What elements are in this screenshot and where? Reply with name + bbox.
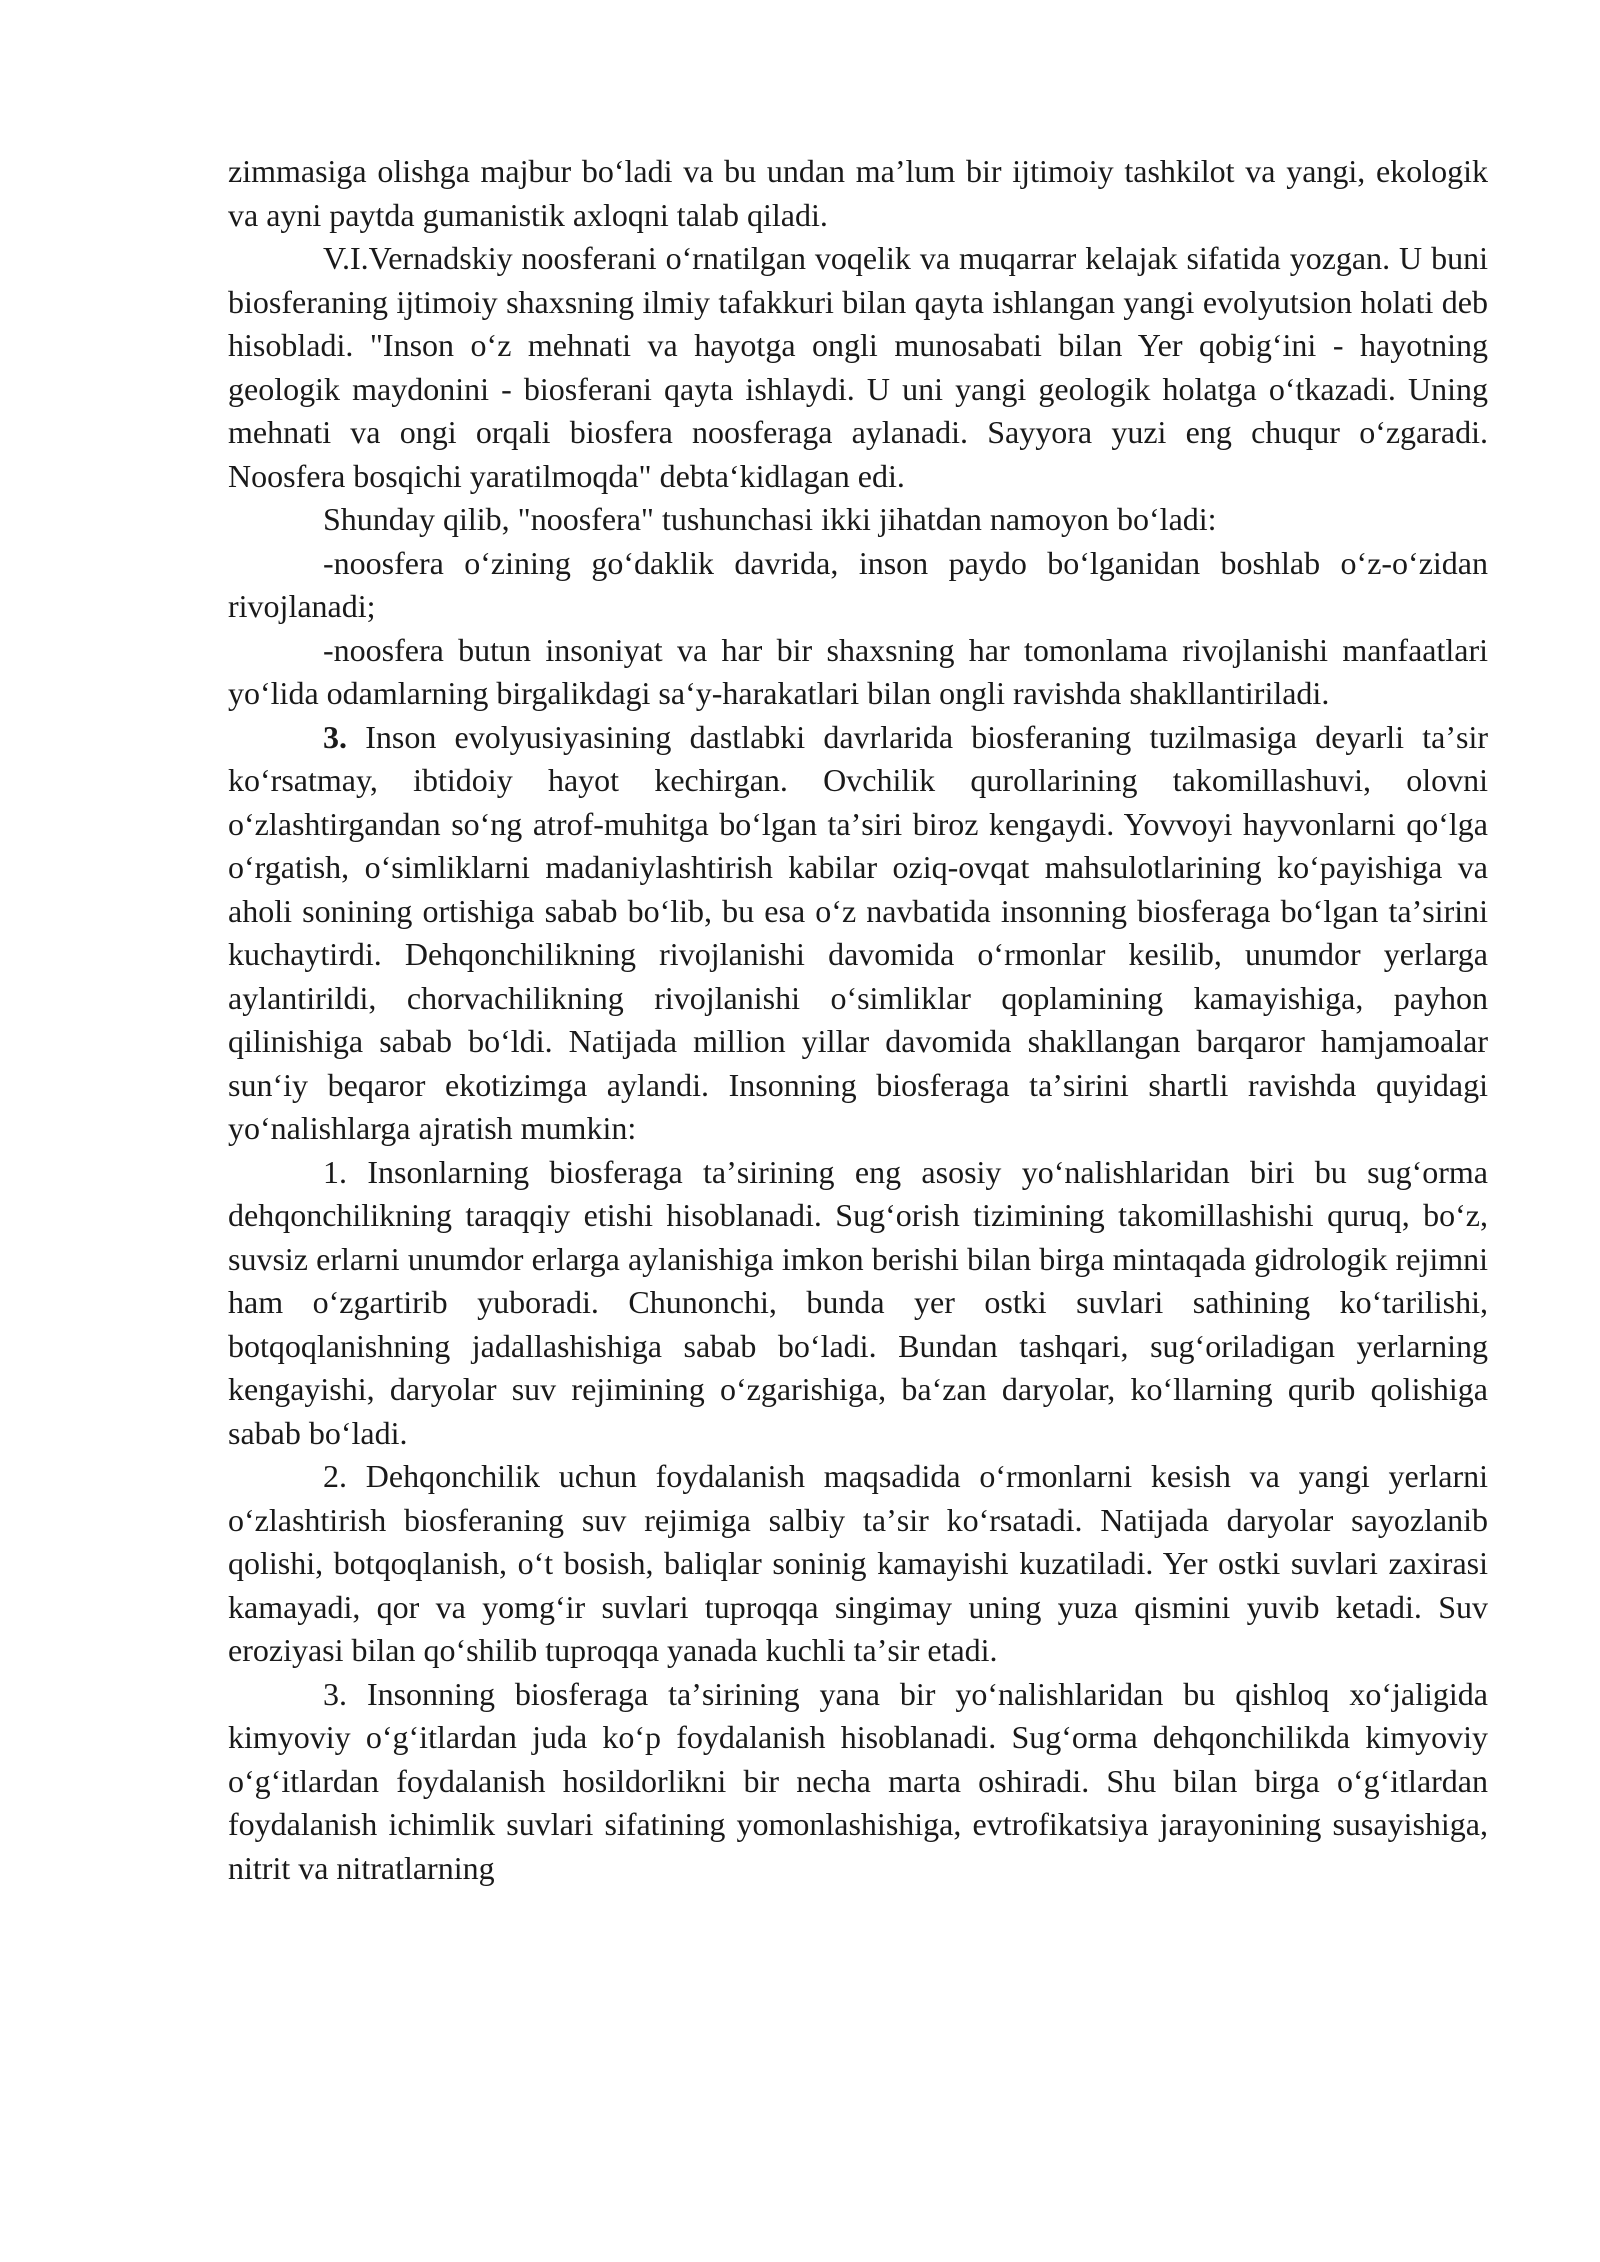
- paragraph-9: 3. Insonning biosferaga taʼsirining yana bir yoʻnalishlaridan bu qishloq xoʻjaligida kimyoviy oʻgʻitlardan juda koʻp foydalanish hisoblanadi. Sugʻorma dehqonchilikda kimyoviy oʻgʻitlardan foydalanish hosildorlikni bir necha marta oshiradi. Shu bilan birga oʻgʻitlardan foydalanish ichimlik suvlari sifatining yomonlashishiga, evtrofikatsiya jarayonining susayishiga, nitrit va nitratlarning: [228, 1675, 1488, 1886]
- document-page: [228, 150, 1488, 1890]
- paragraph-1: zimmasiga olishga majbur boʻladi va bu undan maʼlum bir ijtimoiy tashkilot va yangi, ekologik va ayni paytda gumanistik axloqni talab qiladi.: [228, 153, 1488, 233]
- paragraph-6: [228, 716, 1488, 1151]
- paragraph-4: -noosfera oʻzining goʻdaklik davrida, inson paydo boʻlganidan boshlab oʻz-oʻzidan rivojlanadi;: [228, 544, 1488, 624]
- paragraph-6-text: Inson evolyusiyasining dastlabki davrlarida biosferaning tuzilmasiga deyarli taʼsir koʻrsatmay, ibtidoiy hayot kechirgan. Ovchilik qurollarining takomillashuvi, olovni oʻzlashtirgandan soʻng atrof-muhitga boʻlgan taʼsiri biroz kengaydi. Yovvoyi hayvonlarni qoʻlga oʻrgatish, oʻsimliklarni madaniylashtirish kabilar oziq-ovqat mahsulotlarining koʻpayishiga va aholi sonining ortishiga sabab boʻlib, bu esa oʻz navbatida insonning biosferaga boʻlgan taʼsirini kuchaytirdi. Dehqonchilikning rivojlanishi davomida oʻrmonlar kesilib, unumdor yerlarga aylantirildi, chorvachilikning rivojlanishi oʻsimliklar qoplamining kamayishiga, payhon qilinishiga sabab boʻldi. Natijada million yillar davomida shakllangan barqaror hamjamoalar sunʻiy beqaror ekotizimga aylandi. Insonning biosferaga taʼsirini shartli ravishda quyidagi yoʻnalishlarga ajratish mumkin:: [228, 718, 1488, 1146]
- paragraph-7: 1. Insonlarning biosferaga taʼsirining eng asosiy yoʻnalishlaridan biri bu sugʻorma dehqonchilikning taraqqiy etishi hisoblanadi. Sugʻorish tizimining takomillashishi quruq, boʻz, suvsiz erlarni unumdor erlarga aylanishiga imkon berishi bilan birga mintaqada gidrologik rejimni ham oʻzgartirib yuboradi. Chunonchi, bunda yer ostki suvlari sathining koʻtarilishi, botqoqlanishning jadallashishiga sabab boʻladi. Bundan tashqari, sugʻoriladigan yerlarning kengayishi, daryolar suv rejimining oʻzgarishiga, baʻzan daryolar, koʻllarning qurib qolishiga sabab boʻladi.: [228, 1153, 1488, 1451]
- paragraph-2: V.I.Vernadskiy noosferani oʻrnatilgan voqelik va muqarrar kelajak sifatida yozgan. U buni biosferaning ijtimoiy shaxsning ilmiy tafakkuri bilan qayta ishlangan yangi evolyutsion holati deb hisobladi. "Inson oʻz mehnati va hayotga ongli munosabati bilan Yer qobigʻini - hayotning geologik maydonini - biosferani qayta ishlaydi. U uni yangi geologik holatga oʻtkazadi. Uning mehnati va ongi orqali biosfera noosferaga aylanadi. Sayyora yuzi eng chuqur oʻzgaradi. Noosfera bosqichi yaratilmoqda" debtaʻkidlagan edi.: [228, 240, 1488, 494]
- paragraph-5: -noosfera butun insoniyat va har bir shaxsning har tomonlama rivojlanishi manfaatlari yoʻlida odamlarning birgalikdagi saʻy-harakatlari bilan ongli ravishda shakllantiriladi.: [228, 631, 1488, 711]
- section-number: 3.: [323, 718, 347, 755]
- paragraph-8: 2. Dehqonchilik uchun foydalanish maqsadida oʻrmonlarni kesish va yangi yerlarni oʻzlashtirish biosferaning suv rejimiga salbiy taʼsir koʻrsatadi. Natijada daryolar sayozlanib qolishi, botqoqlanish, oʻt bosish, baliqlar soninig kamayishi kuzatiladi. Yer ostki suvlari zaxirasi kamayadi, qor va yomgʻir suvlari tuproqqa singimay uning yuza qismini yuvib ketadi. Suv eroziyasi bilan qoʻshilib tuproqqa yanada kuchli taʼsir etadi.: [228, 1458, 1488, 1668]
- paragraph-3: Shunday qilib, "noosfera" tushunchasi ikki jihatdan namoyon boʻladi:: [323, 501, 1217, 537]
